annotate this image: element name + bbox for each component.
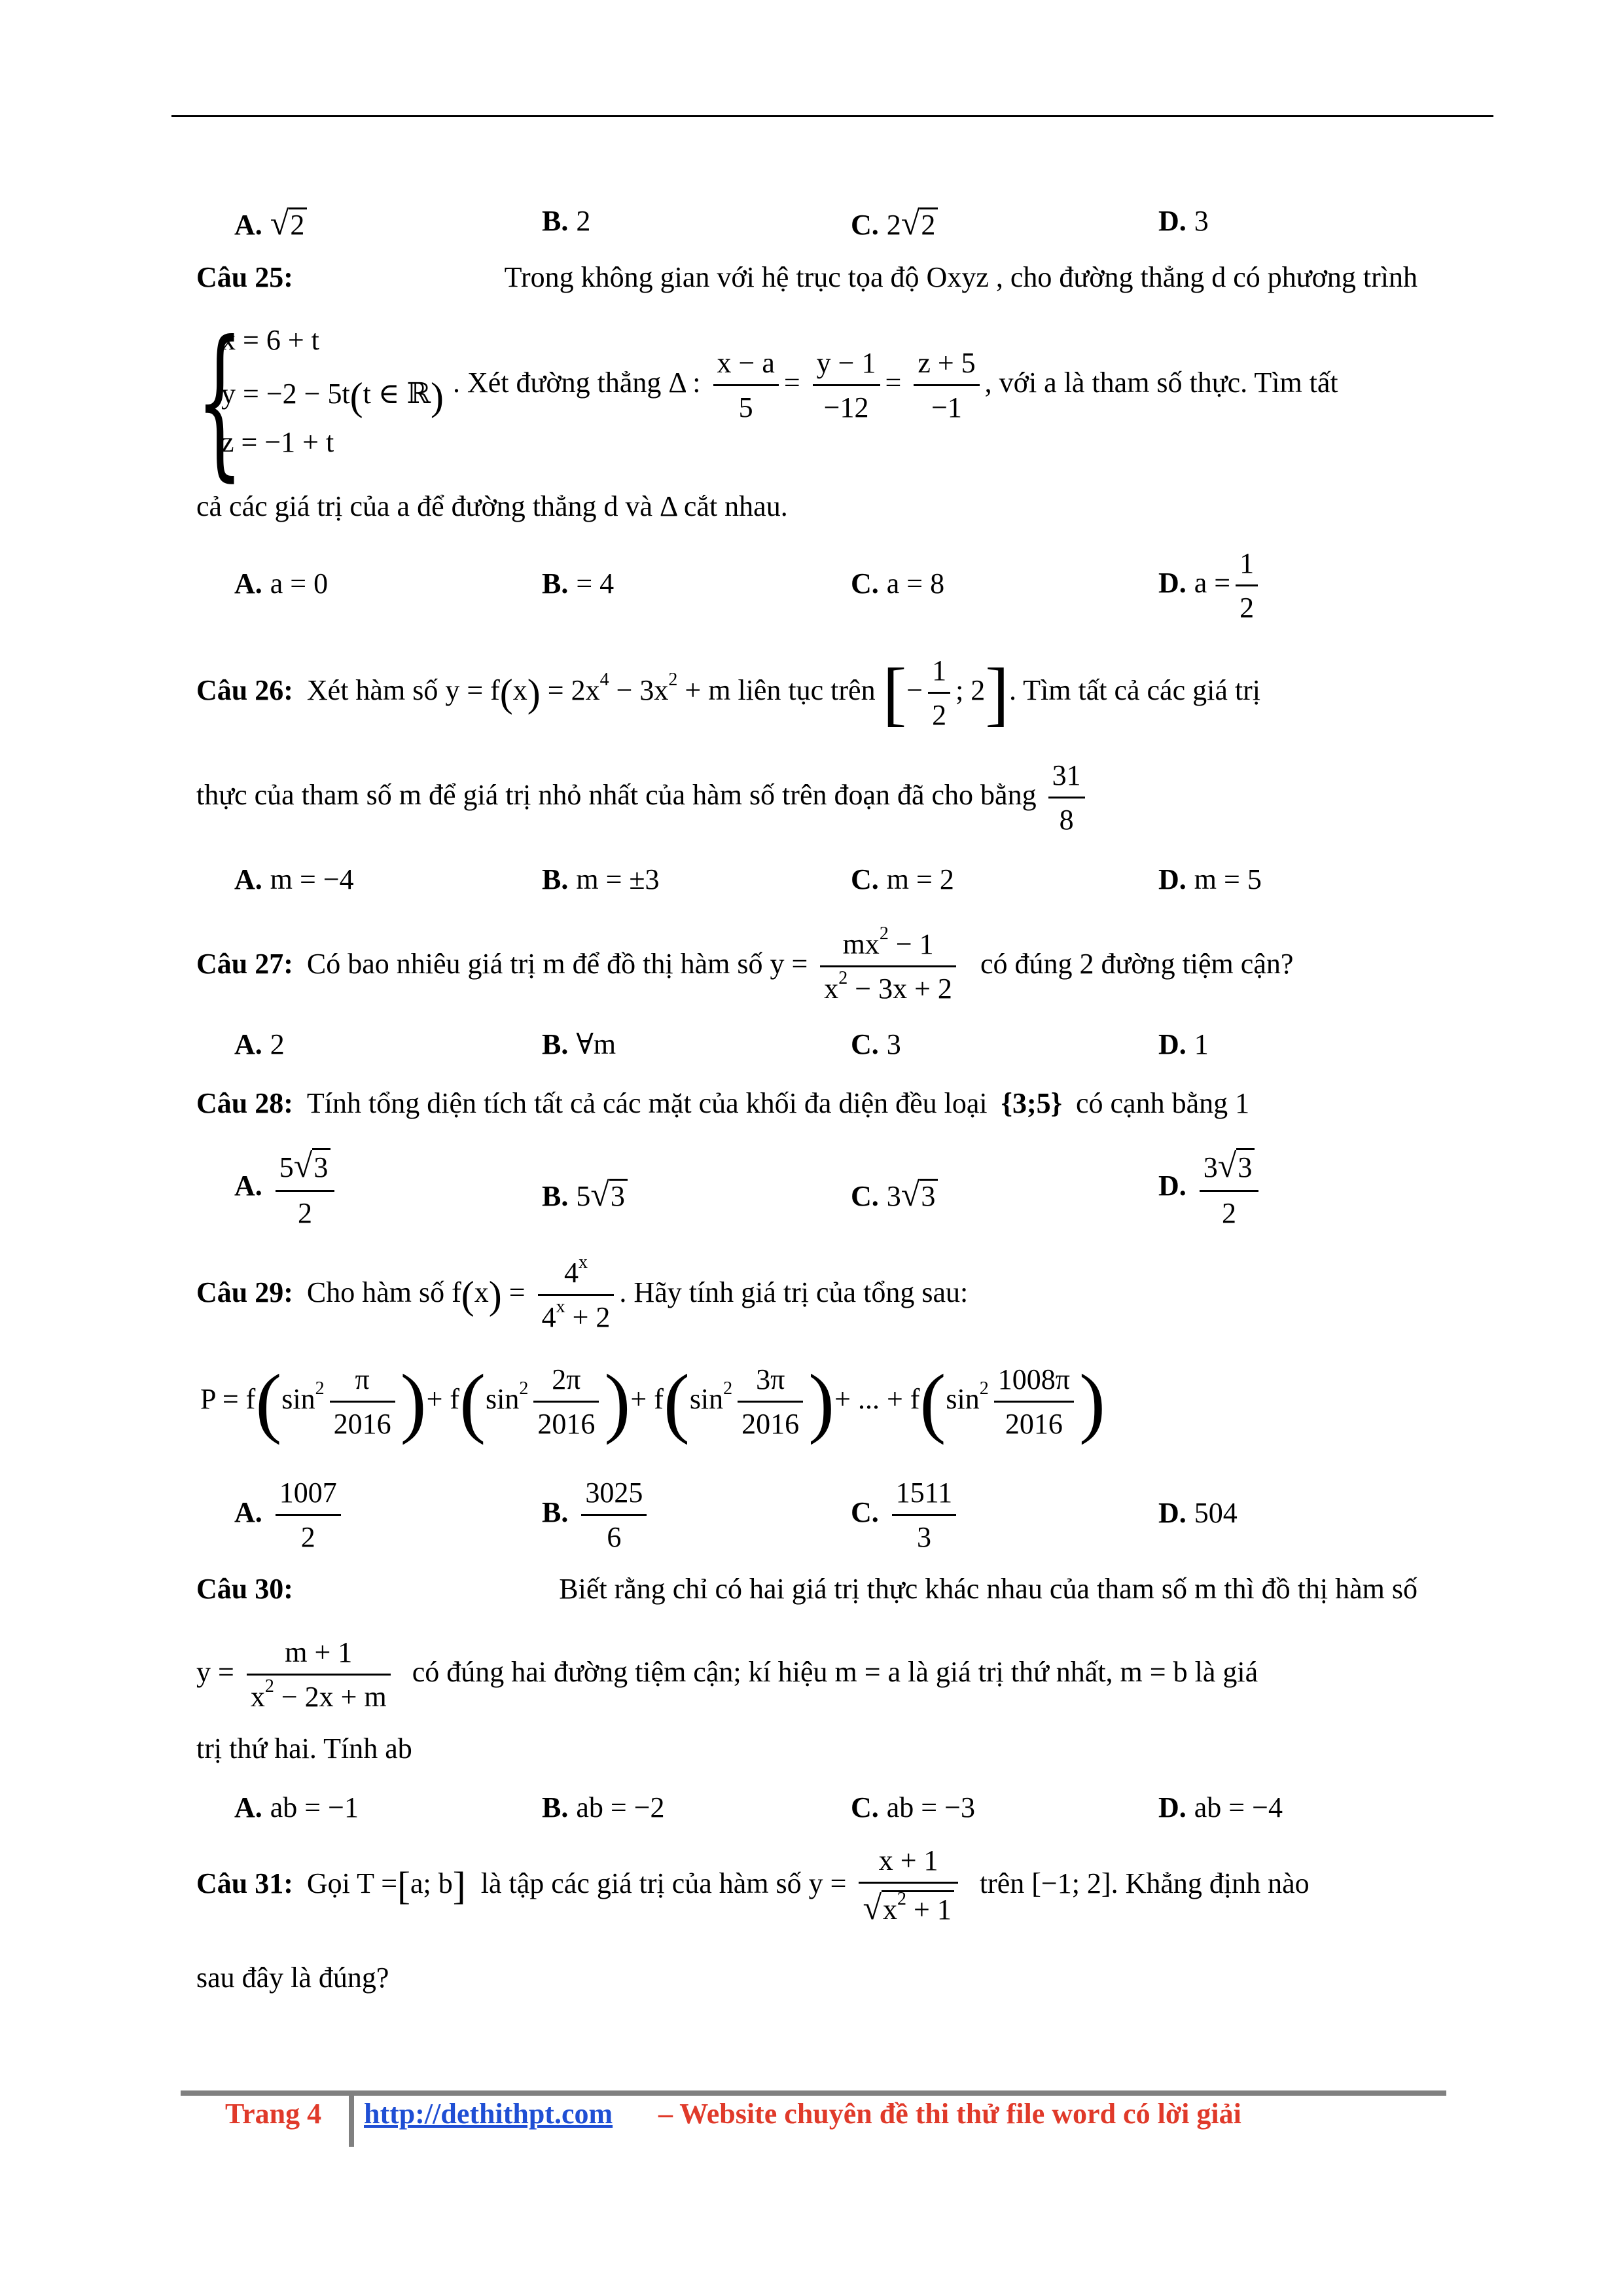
footer-tagline: – Website chuyên đề thi thử file word có lời giải [658,2098,1241,2130]
q25-line1: Câu 25: Trong không gian với hệ trục tọa độ Oxyz , cho đường thẳng d có phương trình [196,261,1418,293]
q27-option-d: D. 1 [1158,1028,1209,1060]
q27-option-b: B. ∀m [542,1028,616,1060]
q29-option-b: B. $\frac{3025}{6}$ [542,1477,652,1554]
q25-option-a: A. a = 0 [234,567,329,600]
q28-option-d: D. $\frac{3√3}{2}$ [1158,1147,1264,1230]
q31-line2: sau đây là đúng? [196,1962,389,1994]
q24-option-a: A. √2 [234,207,307,241]
q25-option-c: C. a = 8 [851,567,945,600]
footer-separator [349,2092,354,2147]
q30-line3: trị thứ hai. Tính ab [196,1732,412,1765]
q28-option-b: B. 5√3 [542,1178,628,1212]
q27-line1: Câu 27: Có bao nhiêu giá trị m để đồ thị hàm số y = $\frac{mx^2 - 1}{x^2 - 3x + 2}$ có đúng 2 đường tiệm cận? [196,924,1294,1005]
q26-line2: thực của tham số m để giá trị nhỏ nhất của hàm số trên đoạn đã cho bằng $\frac{31}{8}$ [196,759,1090,836]
q29-option-c: C. $\frac{1511}{3}$ [851,1477,961,1554]
left-brace-icon: { [196,306,243,496]
q30-option-d: D. ab = −4 [1158,1791,1283,1823]
footer-website-link[interactable]: http://dethithpt.com [364,2098,613,2130]
q25-line-delta: . Xét đường thẳng Δ : $\frac{x - a}{5}$ = $\frac{y - 1}{-12}$ = $\frac{z + 5}{-1}$ , với a là tham số thực. Tìm tất [453,347,1338,423]
q24-option-c: C. 2√2 [851,207,938,241]
q26-option-c: C. m = 2 [851,863,954,895]
q26-option-d: D. m = 5 [1158,863,1262,895]
q25-option-d: D. a = $\frac{1}{2}$ [1158,547,1263,624]
q26-option-a: A. m = −4 [234,863,354,895]
q29-option-a: A. $\frac{1007}{2}$ [234,1477,346,1554]
q24-option-b: B. 2 [542,205,591,237]
q26-line1: Câu 26: Xét hàm số $y = f(x) = 2x^4 - 3x^2 + m$ liên tục trên [− $\frac{1}{2}$ ; 2]. Tìm tất cả các giá trị [196,653,1260,734]
q30-option-b: B. ab = −2 [542,1791,665,1823]
q24-option-d: D. 3 [1158,205,1209,237]
q29-line1: Câu 29: Cho hàm số f(x) = $\frac{4^x}{4^x + 2}$ . Hãy tính giá trị của tổng sau: [196,1252,969,1333]
q30-line1: Câu 30: Biết rằng chỉ có hai giá trị thực khác nhau của tham số m thì đồ thị hàm số [196,1573,1418,1605]
q25-option-b: B. = 4 [542,567,615,600]
q29-sum-formula: $P = f(\sin^2$ $\frac{\pi}{2016}$ )+ $f(\sin^2$ $\frac{2\pi}{2016}$ )+ $f(\sin^2$ $\frac{3\pi}{2016}$ )+ ... + $f(\sin^2$ $\frac{1008\pi}{2016}$ ) [200,1358,1105,1445]
q25-line2: cả các giá trị của a để đường thẳng d và Δ cắt nhau. [196,490,788,522]
q30-option-a: A. ab = −1 [234,1791,359,1823]
q30-option-c: C. ab = −3 [851,1791,975,1823]
q26-option-b: B. m = ±3 [542,863,660,895]
q31-line1: Câu 31: Gọi T =[a; b] là tập các giá trị của hàm số y = $\frac{x + 1}{√x^2 + 1}$ trên [−1; 2]. Khẳng định nào [196,1844,1310,1927]
q28-option-c: C. 3√3 [851,1178,938,1212]
q28-line1: Câu 28: Tính tổng diện tích tất cả các mặt của khối đa diện đều loại {3;5} có cạnh bằng 1 [196,1087,1250,1119]
q30-line2: y = $\frac{m + 1}{x^2 - 2x + m}$ có đúng hai đường tiệm cận; kí hiệu m = a là giá trị thứ nhất, m = b là giá [196,1636,1258,1713]
q27-option-a: A. 2 [234,1028,285,1060]
top-rule [171,115,1493,117]
q29-option-d: D. 504 [1158,1497,1238,1529]
q27-option-c: C. 3 [851,1028,901,1060]
footer-rule [181,2090,1446,2096]
footer-page-number: Trang 4 [225,2098,322,2130]
q28-option-a: A. $\frac{5√3}{2}$ [234,1147,340,1230]
